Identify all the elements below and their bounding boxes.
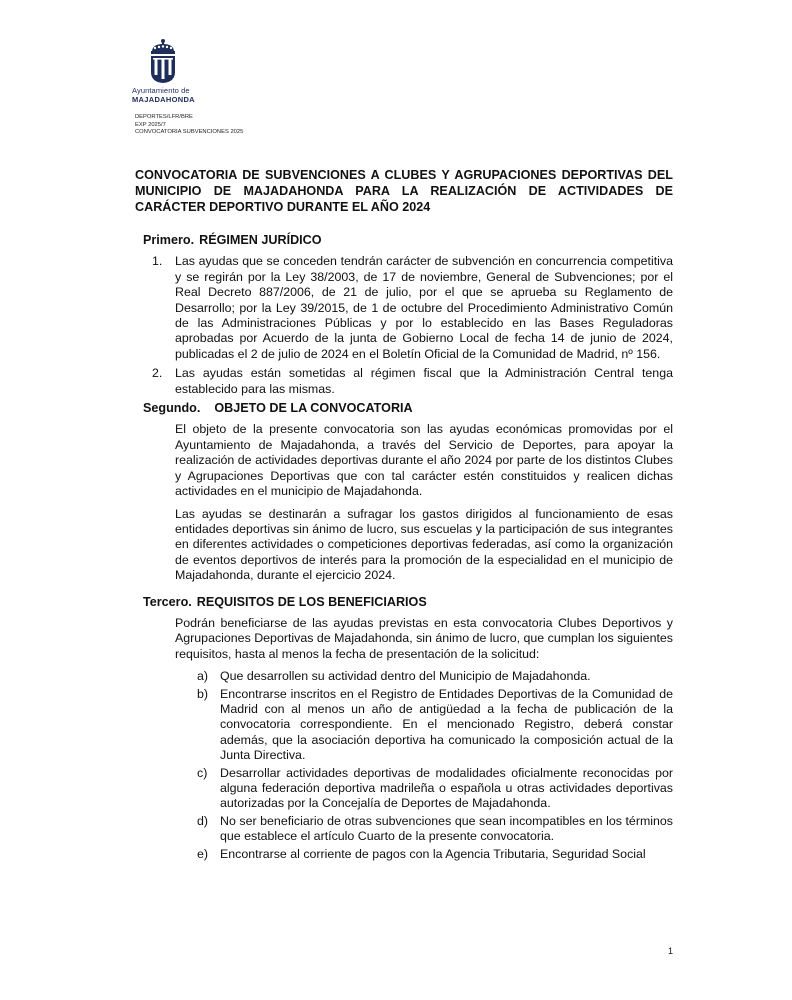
list-item-text: Las ayudas están sometidas al régimen fiscal que la Administración Central tenga establecido para las mismas.	[175, 366, 673, 396]
list-marker: b)	[197, 686, 209, 701]
list-item	[135, 687, 673, 764]
list-marker: 2.	[152, 366, 163, 381]
section-heading-segundo	[143, 401, 673, 416]
page-number: 1	[668, 946, 674, 956]
section-title: REQUISITOS DE LOS BENEFICIARIOS	[196, 594, 427, 609]
list-item	[135, 847, 673, 862]
section-label: Tercero.	[143, 594, 192, 609]
reference-line: DEPORTES/LFR/BRE	[135, 114, 193, 120]
list-item	[135, 366, 673, 397]
paragraph: Podrán beneficiarse de las ayudas previstas en esta convocatoria Clubes Deportivos y Agrupaciones Deportivas de Majadahonda, sin ánimo de lucro, que cumplan los siguientes requisitos, hasta al menos la fecha de presentación de la solicitud:	[175, 615, 673, 661]
section-label: Segundo.	[143, 401, 201, 416]
document-title: CONVOCATORIA DE SUBVENCIONES A CLUBES Y AGRUPACIONES DEPORTIVAS DEL MUNICIPIO DE MAJADAHONDA PARA LA REALIZACIÓN DE ACTIVIDADES DE CARÁCTER DEPORTIVO DURANTE EL AÑO 2024	[135, 168, 673, 215]
list-item-text: No ser beneficiario de otras subvenciones que sean incompatibles en los términos que establece el artículo Cuarto de la presente convocatoria.	[220, 813, 673, 844]
coat-of-arms-icon	[146, 38, 180, 84]
municipal-logo	[132, 38, 204, 104]
numbered-list	[135, 254, 673, 397]
logo-text-line2: MAJADAHONDA	[132, 95, 195, 104]
list-marker: 1.	[152, 254, 163, 269]
list-marker: d)	[197, 813, 209, 828]
list-item	[135, 814, 673, 845]
list-marker: c)	[197, 765, 208, 780]
list-item	[135, 669, 673, 684]
logo-text-line1: Ayuntamiento de	[132, 86, 190, 95]
list-item-text: Que desarrollen su actividad dentro del Municipio de Majadahonda.	[220, 669, 591, 684]
list-item-text: Encontrarse inscritos en el Registro de Entidades Deportivas de la Comunidad de Madrid con al menos un año de antigüedad a la fecha de publicación de la convocatoria correspondiente. En el mencionado Registro, deberá constar además, que la asociación deportiva ha comunicado la composición actual de la Junta Directiva.	[220, 686, 673, 763]
section-heading-tercero	[143, 595, 673, 610]
list-item	[135, 254, 673, 362]
reference-line: CONVOCATORIA SUBVENCIONES 2025	[135, 129, 244, 135]
section-label: Primero.	[143, 233, 195, 247]
list-marker: e)	[197, 846, 209, 861]
reference-line: EXP 2025/7	[135, 121, 166, 128]
section-title: RÉGIMEN JURÍDICO	[199, 233, 322, 247]
paragraph: El objeto de la presente convocatoria son las ayudas económicas promovidas por el Ayuntamiento de Majadahonda, a través del Servicio de Deportes, para apoyar la realización de actividades deportivas durante el año 2024 por parte de los distintos Clubes y Agrupaciones Deportivas que con tal carácter estén constituidos y realicen dichas actividades en el municipio de Majadahonda.	[175, 422, 673, 499]
reference-block	[135, 114, 243, 137]
list-marker: a)	[197, 669, 209, 684]
list-item-text: Encontrarse al corriente de pagos con la Agencia Tributaria, Seguridad Social	[220, 846, 646, 861]
document-body	[135, 233, 673, 864]
list-item	[135, 766, 673, 812]
list-item-text: Desarrollar actividades deportivas de modalidades oficialmente reconocidas por alguna federación deportiva madrileña o española u otras actividades deportivas autorizadas por la Concejalía de Deportes de Majadahonda.	[220, 765, 673, 811]
lettered-list	[135, 669, 673, 862]
list-item-text: Las ayudas que se conceden tendrán carácter de subvención en concurrencia competitiva y se regirán por la Ley 38/2003, de 17 de noviembre, General de Subvenciones; por el Real Decreto 887/2006, de 21 de julio, por el que se aprueba su Reglamento de Desarrollo; por la Ley 39/2015, de 1 de octubre del Procedimiento Administrativo Común de las Administraciones Públicas y por lo establecido en las Bases Reguladoras aprobadas por Acuerdo de la junta de Gobierno Local de fecha 14 de junio de 2024, publicadas el 2 de julio de 2024 en el Boletín Oficial de la Comunidad de Madrid, nº 156.	[175, 254, 673, 361]
paragraph: Las ayudas se destinarán a sufragar los gastos dirigidos al funcionamiento de esas entidades deportivas sin ánimo de lucro, sus escuelas y la participación de sus integrantes en diferentes actividades o competiciones deportivas federadas, así como la organización de eventos deportivos de interés para la promoción de la especialidad en el municipio de Majadahonda, durante el ejercicio 2024.	[175, 506, 673, 583]
section-title: OBJETO DE LA CONVOCATORIA	[214, 401, 413, 416]
section-heading-primero	[143, 233, 673, 248]
